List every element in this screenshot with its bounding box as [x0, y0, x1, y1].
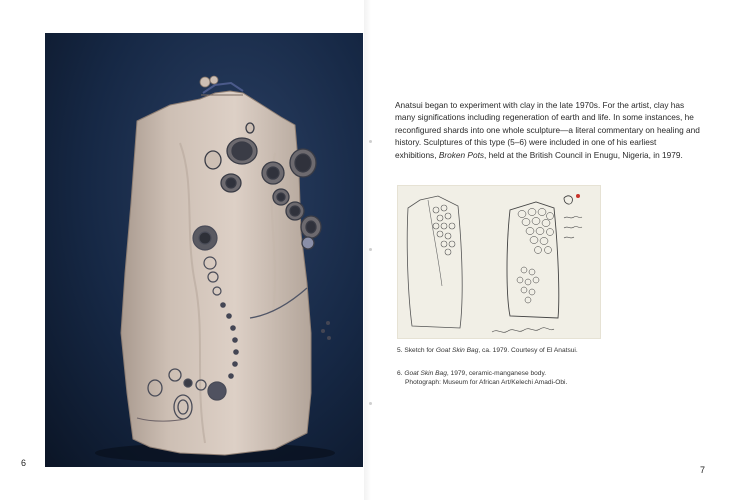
caption-5-number: 5. Sketch for [397, 347, 436, 354]
caption-figure-5 [397, 346, 578, 355]
binding-mark [369, 402, 372, 405]
page-number-left: 6 [21, 458, 27, 468]
body-text-start: Anatsui began to experiment with clay in the late 1970s. For the artist, clay has many significations including regeneration of earth and life. In some instances, he reconfigured shards into one whole sculpture—a literal commentary on healing and history. Sculptures of this type (5–6) were included in one of his earliest exhibitions, [395, 100, 700, 160]
body-paragraph [395, 99, 700, 161]
caption-6-credit: Photograph: Museum for African Art/Kelechi Amadi-Obi. [405, 379, 568, 386]
body-text-end: , held at the British Council in Enugu, Nigeria, in 1979. [484, 149, 683, 160]
caption-6-title: Goat Skin Bag [404, 370, 447, 377]
binding-mark [369, 140, 372, 143]
page-number-right: 7 [700, 465, 706, 475]
caption-5-rest: , ca. 1979. Courtesy of El Anatsui. [478, 347, 578, 354]
caption-6-rest: , 1979, ceramic-manganese body. [446, 370, 547, 377]
sculpture-illustration [45, 33, 363, 467]
caption-figure-6 [397, 369, 637, 387]
goat-skin-bag-photo [45, 33, 363, 467]
sketch-image [397, 185, 601, 339]
caption-5-title: Goat Skin Bag [435, 347, 479, 354]
exhibition-title: Broken Pots [438, 149, 485, 160]
sketch-illustration [398, 186, 600, 338]
binding-mark [369, 248, 372, 251]
caption-6-number: 6. [397, 370, 405, 377]
